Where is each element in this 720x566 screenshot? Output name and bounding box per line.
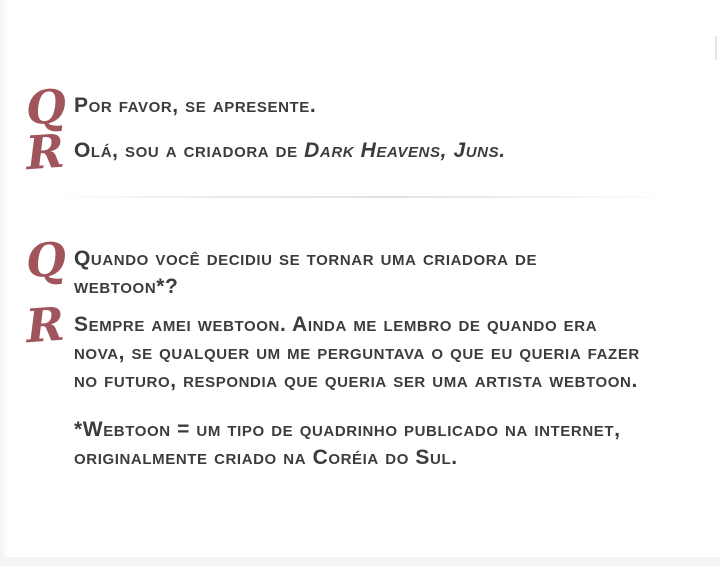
answer-text-line-1: Sempre amei webtoon. Ainda me lembro de quando era (74, 313, 598, 336)
section-divider (48, 196, 678, 198)
question-text: Por favor, se apresente. (74, 94, 317, 117)
answer-marker: R (24, 123, 67, 181)
page-bottom-edge-shadow (0, 557, 720, 566)
answer-text-line-2: nova, se qualquer um me perguntava o que eu queria fazer (74, 341, 640, 364)
work-title-text: Dark Heavens, Juns. (304, 139, 506, 162)
question-text-line-2: webtoon*? (74, 275, 179, 298)
answer-intro-text: Olá, sou a criadora de (74, 139, 305, 162)
answer-text-line-3: no futuro, respondia que queria ser uma artista webtoon. (74, 369, 638, 392)
page-right-edge-mark (715, 36, 717, 60)
question-text-line-1: Quando você decidiu se tornar uma criadora de (74, 247, 538, 270)
question-marker: Q (24, 78, 68, 136)
question-marker: Q (24, 231, 68, 289)
answer-marker: R (24, 296, 67, 354)
answer-text (74, 137, 506, 165)
footnote-line-2: originalmente criado na Coréia do Sul. (74, 446, 458, 469)
footnote-line-1: *Webtoon = um tipo de quadrinho publicado na internet, (74, 418, 621, 441)
page-left-edge-shadow (0, 0, 8, 566)
